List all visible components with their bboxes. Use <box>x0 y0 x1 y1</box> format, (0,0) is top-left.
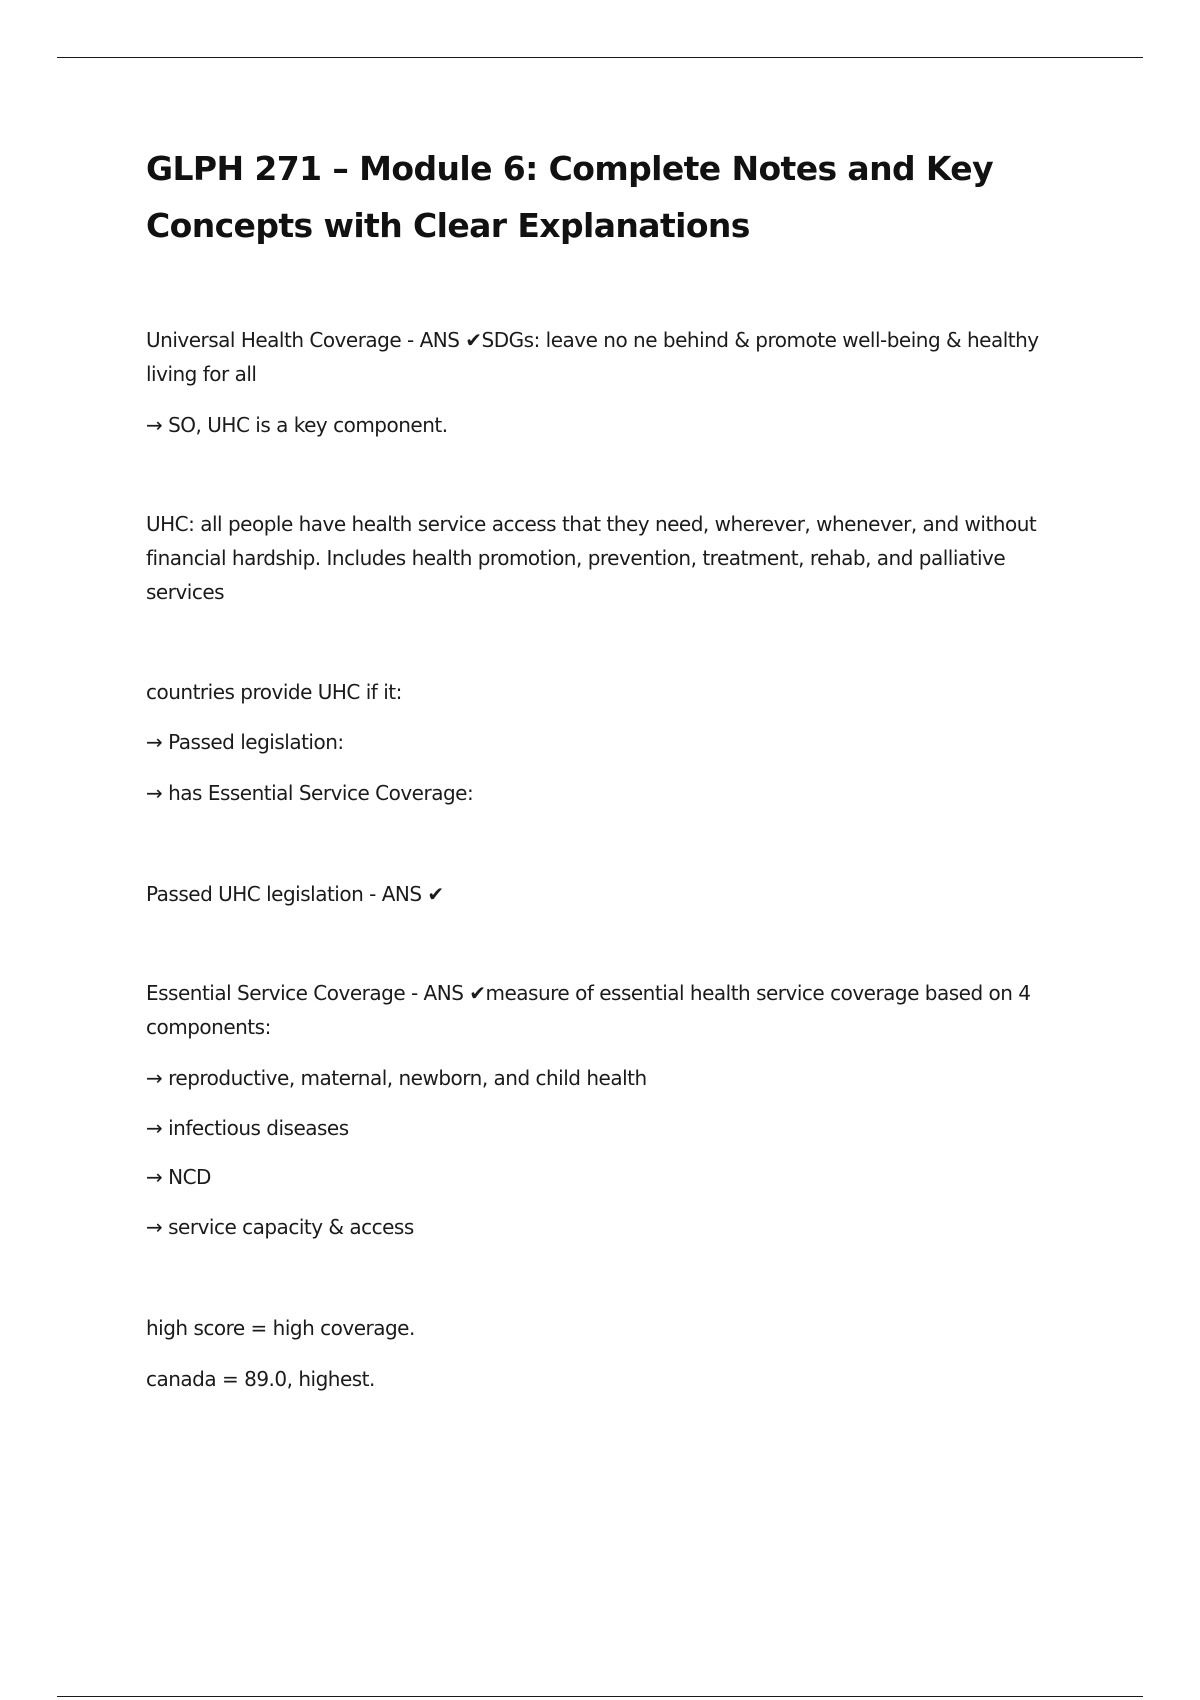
document-title: GLPH 271 – Module 6: Complete Notes and Key Concepts with Clear Explanations <box>146 149 993 245</box>
list-item-service-capacity: → service capacity & access <box>146 1215 414 1239</box>
paragraph-uhc-definition: Universal Health Coverage - ANS ✔SDGs: leave no ne behind & promote well-being & healthy living for all <box>146 328 1039 386</box>
header-rule <box>57 57 1143 58</box>
footer-rule <box>57 1696 1143 1697</box>
paragraph-uhc-explanation: UHC: all people have health service access that they need, wherever, whenever, and without financial hardship. Includes health promotion, prevention, treatment, rehab, and palliative services <box>146 512 1037 604</box>
paragraph-essential-service-coverage: Essential Service Coverage - ANS ✔measure of essential health service coverage based on 4 components: <box>146 981 1031 1039</box>
paragraph-passed-uhc-legislation: Passed UHC legislation - ANS ✔ <box>146 882 444 906</box>
list-item-passed-legislation: → Passed legislation: <box>146 730 344 754</box>
list-item-infectious-diseases: → infectious diseases <box>146 1116 349 1140</box>
paragraph-canada-score: canada = 89.0, highest. <box>146 1367 375 1391</box>
list-item-reproductive-health: → reproductive, maternal, newborn, and child health <box>146 1066 647 1090</box>
list-item-essential-service: → has Essential Service Coverage: <box>146 781 474 805</box>
paragraph-high-score: high score = high coverage. <box>146 1316 415 1340</box>
paragraph-uhc-key-component: → SO, UHC is a key component. <box>146 413 448 437</box>
paragraph-countries-provide: countries provide UHC if it: <box>146 680 402 704</box>
list-item-ncd: → NCD <box>146 1165 211 1189</box>
